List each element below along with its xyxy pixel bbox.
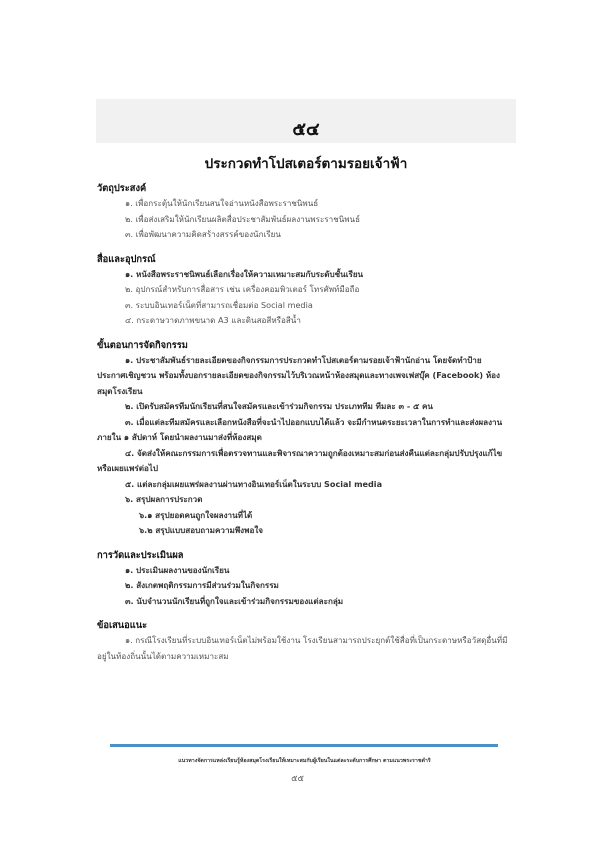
evaluation-heading: การวัดและประเมินผล [97, 549, 184, 561]
footer-page-number: ๕๕ [291, 774, 304, 784]
step-paragraph: ๔. จัดส่งให้คณะกรรมการเพื่อตรวจทานและพิจารณาความถูกต้องเหมาะสมก่อนส่งคืนแต่ละกลุ่มปรับปรุงแก้ไขหรือเผยแพร่ต่อไป [97, 447, 503, 473]
evaluation-item: ๒. สังเกตพฤติกรรมการมีส่วนร่วมในกิจกรรม [125, 580, 279, 590]
document-body [97, 172, 509, 664]
step-subitem: ๖.๒ สรุปแบบสอบถามความพึงพอใจ [139, 525, 264, 535]
material-item: ๔. กระดาษวาดภาพขนาด A3 และดินสอสีหรือสีน้ำ [125, 315, 301, 325]
footer-divider [110, 744, 498, 747]
objectives-heading: วัตถุประสงค์ [97, 183, 147, 194]
step-paragraph: ๓. เมื่อแต่ละทีมสมัครและเลือกหนังสือที่จะนำไปออกแบบได้แล้ว จะมีกำหนดระยะเวลาในการทำและส่งผลงานภายใน ๑ สัปดาห์ โดยนำผลงานมาส่งที่ห้องสมุด [97, 416, 503, 442]
material-item: ๓. ระบบอินเทอร์เน็ตที่สามารถเชื่อมต่อ Social media [125, 299, 313, 310]
objective-item: ๓. เพื่อพัฒนาความคิดสร้างสรรค์ของนักเรียน [125, 229, 281, 239]
footer-text: แนวทางจัดการแหล่งเรียนรู้ห้องสมุดโรงเรียนให้เหมาะสมกับผู้เรียนในแต่ละระดับการศึกษา ตามแนวพระราชดำริ [178, 758, 431, 764]
step-subitem: ๖.๑ สรุปยอดคนถูกใจผลงานที่ได้ [139, 509, 253, 520]
step-paragraph: ๒. เปิดรับสมัครทีมนักเรียนที่สนใจสมัครและเข้าร่วมกิจกรรม ประเภททีม ทีมละ ๓ - ๕ คน [125, 401, 433, 411]
page-title: ประกวดทำโปสเตอร์ตามรอยเจ้าฟ้า [204, 156, 408, 172]
step-paragraph: ๑. ประชาสัมพันธ์รายละเอียดของกิจกรรมการประกวดทำโปสเตอร์ตามรอยเจ้าฟ้านักอ่าน โดยจัดทำป้ายประกาศเชิญชวน พร้อมทั้งบอกรายละเอียดของกิจกรรมไว้บริเวณหน้าห้องสมุดและทางเพจเฟสบุ๊ค (Facebook) ห้องสมุดโรงเรียน [97, 354, 500, 396]
evaluation-item: ๓. นับจำนวนนักเรียนที่ถูกใจและเข้าร่วมกิจกรรมของแต่ละกลุ่ม [125, 595, 344, 606]
evaluation-item: ๑. ประเมินผลงานของนักเรียน [125, 564, 230, 575]
page-number: ๕๔ [292, 119, 320, 140]
suggestion-paragraph: ๑. กรณีโรงเรียนที่ระบบอินเทอร์เน็ตไม่พร้อมใช้งาน โรงเรียนสามารถประยุกต์ใช้สื่อที่เป็นกระดาษหรือวัสดุอื่นที่มีอยู่ในท้องถิ่นนั้นได้ตามความเหมาะสม [97, 635, 508, 661]
objective-item: ๒. เพื่อส่งเสริมให้นักเรียนผลิตสื่อประชาสัมพันธ์ผลงานพระราชนิพนธ์ [125, 213, 361, 224]
objective-item: ๑. เพื่อกระตุ้นให้นักเรียนสนใจอ่านหนังสือพระราชนิพนธ์ [125, 198, 319, 208]
suggestions-heading: ข้อเสนอแนะ [97, 620, 148, 631]
material-item: ๒. อุปกรณ์สำหรับการสื่อสาร เช่น เครื่องคอมพิวเตอร์ โทรศัพท์มือถือ [125, 284, 360, 294]
step-item: ๕. แต่ละกลุ่มเผยแพร่ผลงานผ่านทางอินเทอร์เน็ตในระบบ Social media [125, 478, 383, 489]
steps-heading: ขั้นตอนการจัดกิจกรรม [97, 339, 188, 351]
step-item: ๖. สรุปผลการประกวด [125, 494, 203, 504]
material-item: ๑. หนังสือพระราชนิพนธ์เลือกเรื่องให้ความเหมาะสมกับระดับชั้นเรียน [125, 268, 364, 279]
page-header-box [96, 99, 516, 143]
materials-heading: สื่อและอุปกรณ์ [97, 253, 156, 265]
